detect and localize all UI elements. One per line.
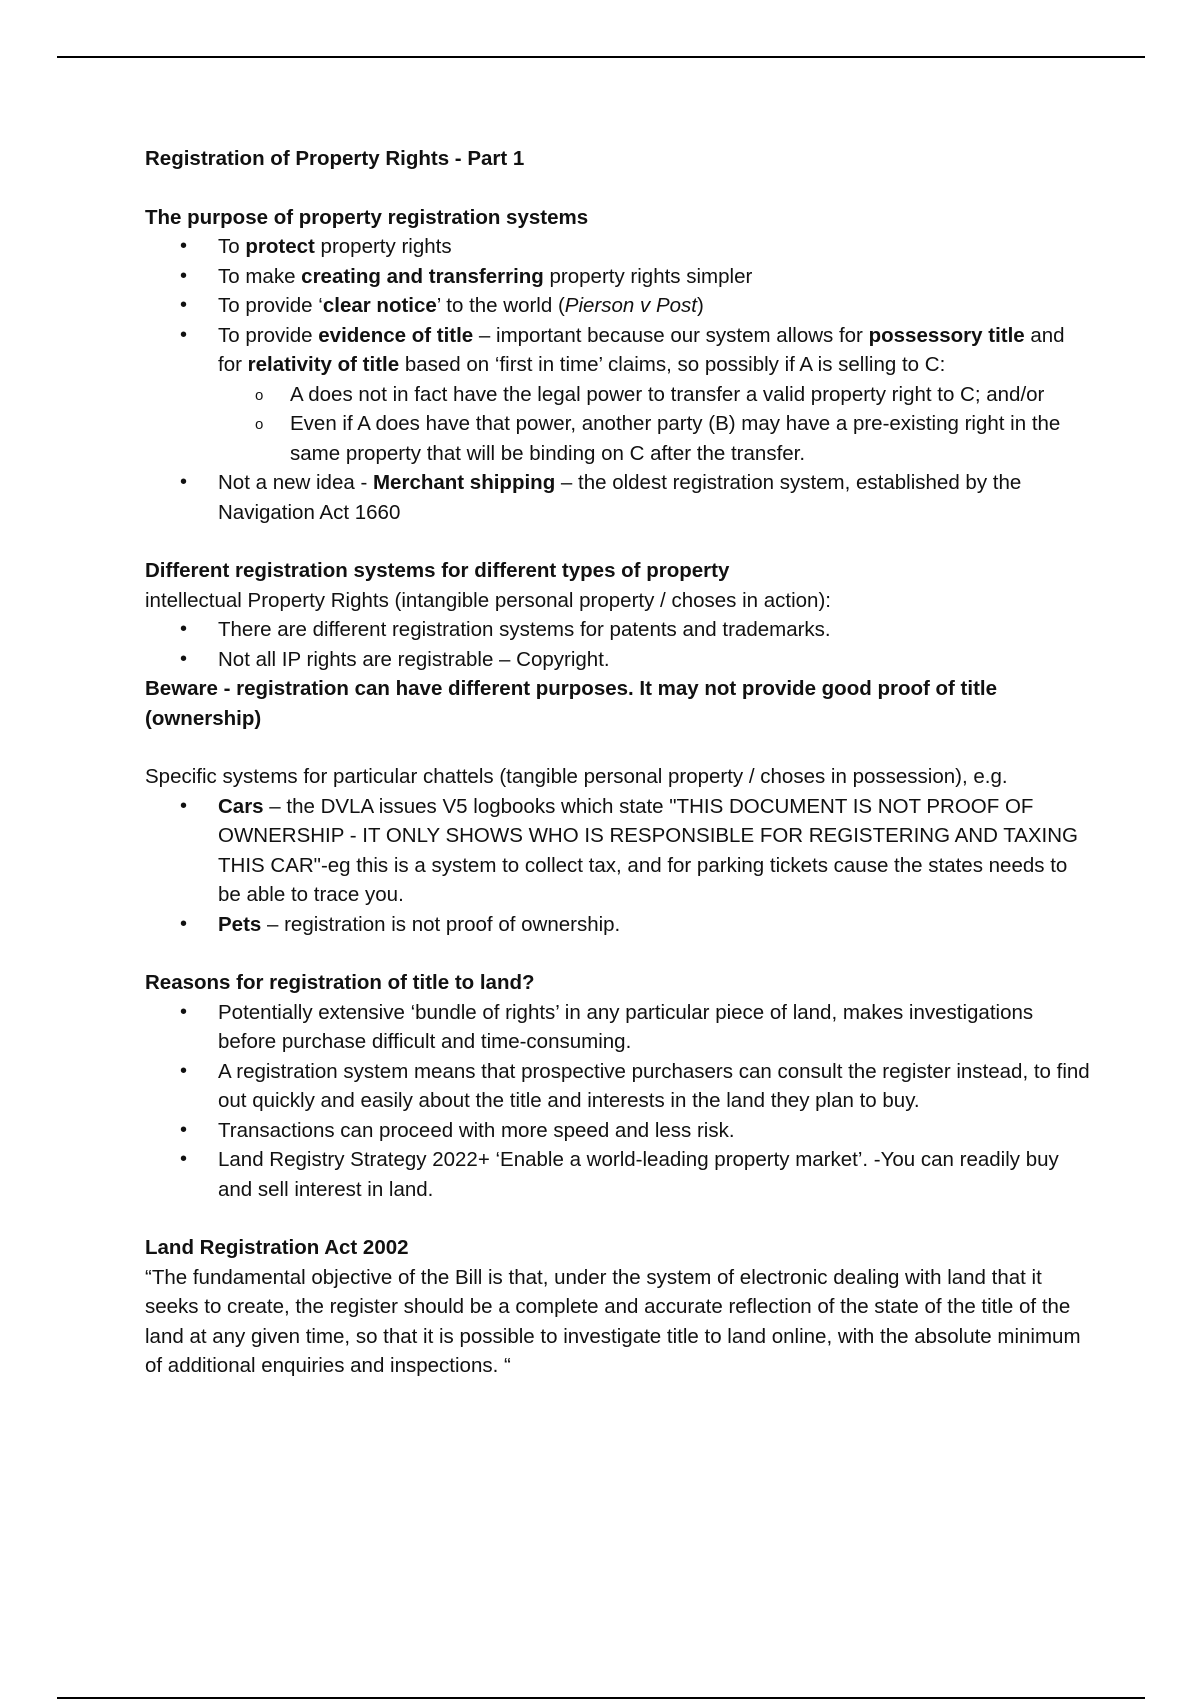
section-heading-reasons: Reasons for registration of title to land? (145, 971, 535, 994)
ip-intro: intellectual Property Rights (intangible personal property / choses in action): (145, 588, 831, 612)
sub-list-item: o Even if A does have that power, another party (B) may have a pre-existing right in the same property that will be binding on C after the transfer. (145, 409, 1090, 468)
section-heading-purpose: The purpose of property registration systems (145, 205, 589, 229)
list-item: • Not a new idea - Merchant shipping – the oldest registration system, established by the Navigation Act 1660 (145, 468, 1090, 527)
list-item: • To protect property rights (145, 232, 1090, 262)
list-item: • Pets – registration is not proof of ownership. (145, 910, 1090, 940)
reasons-list (145, 998, 1090, 1205)
ip-list (145, 615, 1090, 674)
list-item: • Cars – the DVLA issues V5 logbooks which state "THIS DOCUMENT IS NOT PROOF OF OWNERSHIP - IT ONLY SHOWS WHO IS RESPONSIBLE FOR REGISTERING AND TAXING THIS CAR"-eg this is a system to collect tax, and for parking tickets cause the states needs to be able to trace you. (145, 792, 1090, 910)
list-item: • Transactions can proceed with more speed and less risk. (145, 1116, 1090, 1146)
list-item: • To provide evidence of title – important because our system allows for possessory title and for relativity of title based on ‘first in time’ claims, so possibly if A is selling to C: (145, 321, 1090, 380)
list-item: • Land Registry Strategy 2022+ ‘Enable a world-leading property market’. -You can readily buy and sell interest in land. (145, 1145, 1090, 1204)
document-body (145, 144, 1090, 1381)
sub-list-item: o A does not in fact have the legal power to transfer a valid property right to C; and/or (145, 380, 1090, 410)
purpose-list (145, 232, 1090, 527)
chattels-intro: Specific systems for particular chattels (tangible personal property / choses in possession), e.g. (145, 765, 1008, 788)
section-heading-lra-2002: Land Registration Act 2002 (145, 1236, 409, 1259)
bottom-rule (57, 1697, 1145, 1699)
section-heading-different-systems: Different registration systems for different types of property (145, 559, 730, 582)
beware-note: Beware - registration can have different purposes. It may not provide good proof of title (ownership) (145, 677, 998, 730)
list-item: • To make creating and transferring property rights simpler (145, 262, 1090, 292)
list-item: • A registration system means that prospective purchasers can consult the register instead, to find out quickly and easily about the title and interests in the land they plan to buy. (145, 1057, 1090, 1116)
chattels-list (145, 792, 1090, 940)
list-item: • Potentially extensive ‘bundle of rights’ in any particular piece of land, makes investigations before purchase difficult and time-consuming. (145, 998, 1090, 1057)
list-item: • There are different registration systems for patents and trademarks. (145, 615, 1090, 645)
lra-quote: “The fundamental objective of the Bill is that, under the system of electronic dealing with land that it seeks to create, the register should be a complete and accurate reflection of the state of the title of the land at any given time, so that it is possible to investigate title to land online, with the absolute minimum of additional enquiries and inspections. “ (145, 1265, 1081, 1377)
document-title: Registration of Property Rights - Part 1 (145, 147, 525, 170)
list-item: • Not all IP rights are registrable – Copyright. (145, 645, 1090, 675)
list-item: • To provide ‘clear notice’ to the world (Pierson v Post) (145, 291, 1090, 321)
top-rule (57, 56, 1145, 58)
